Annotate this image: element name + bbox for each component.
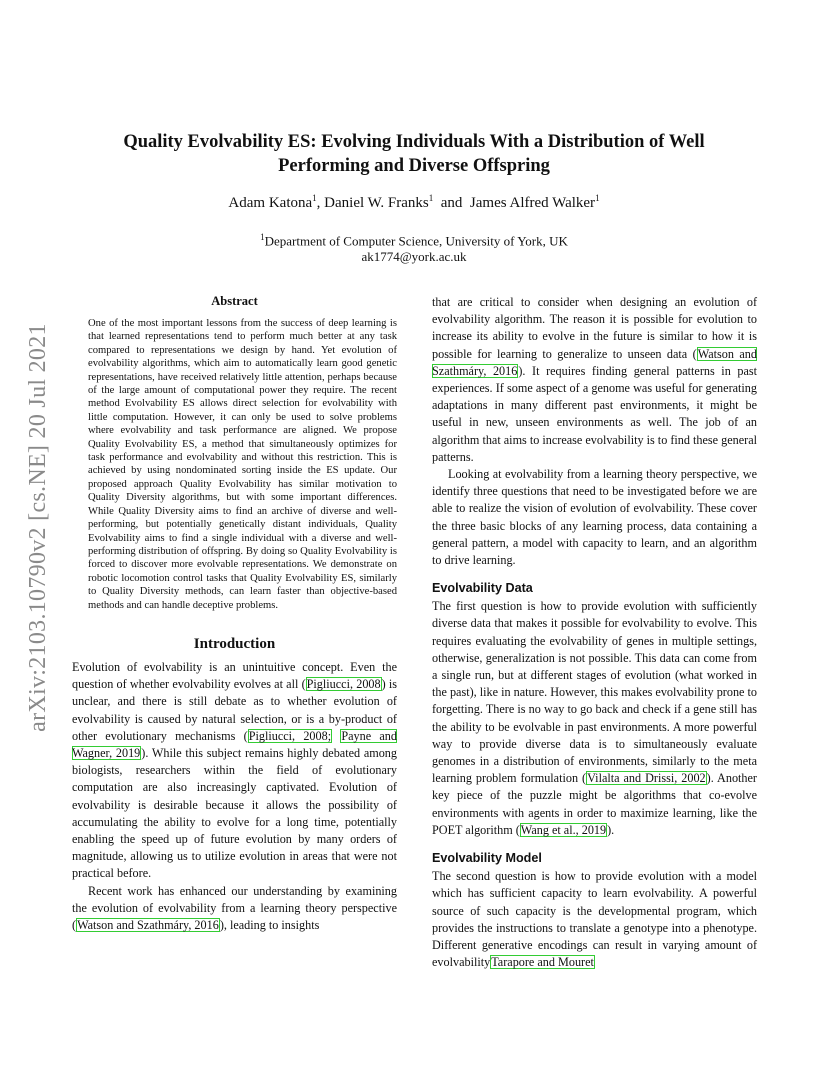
evolvability-model-paragraph: The second question is how to provide evolution with a model which has sufficient capacity to learn evolvability. A powerful source of such capacity is the developmental program, which provides the instructions to translate a genotype into a phenotype. Different generative encodings can result in varying amount of evolvabilityTarapore and Mouret bbox=[432, 869, 757, 970]
intro-paragraph-1: Evolution of evolvability is an unintuitive concept. Even the question of whether evolvability evolves at all (Pigliucci, 2008) is unclear, and there is still debate as to whether evolution of evolvability is caused by natural selection, or is a by-product of other evolutionary mechanisms (Pigliucci, 2008; Payne and Wagner, 2019). While this subject remains highly debated among biologists, researchers within the field of evolutionary computation are also increasingly captivated. Evolution of evolvability is desirable because it allows the possibility of accumulating the ability to evolve for a long time, potentially enabling the speed up of future evolution by many orders of magnitude, allowing us to utilize evolution in areas that were not practical before. bbox=[72, 659, 398, 881]
author-email: ak1774@york.ac.uk bbox=[361, 249, 467, 265]
citation-link[interactable]: Pigliucci, 2008 bbox=[306, 677, 381, 692]
author-name: James Alfred Walker bbox=[469, 195, 596, 211]
author-affiliation-mark: 1 bbox=[595, 193, 600, 203]
abstract-heading: Abstract bbox=[211, 294, 258, 308]
author-affiliation-mark: 1 bbox=[312, 193, 317, 203]
citation-link[interactable]: Tarapore and Mouret bbox=[491, 955, 594, 970]
evolvability-data-paragraph: The first question is how to provide evolution with sufficiently diverse data that makes it possible for evolvability to evolve. This requires evaluating the evolvability of genes in multiple settings, otherwise, generalization is not possible. This data can come from a single run, but at different stages of evolution (what worked in the past), like in nature. However, this makes evolvability prone to forgetting. There is no way to go back and check if a gene still has the ability to be evolvable in past environments. A more powerful way to provide diverse data is to simultaneously evaluate genomes in a distribution of environments, similarly to the meta learning problem formulation (Vilalta and Drissi, 2002). Another key piece of the puzzle might be algorithms that co-evolve environments with agents in order to maximize learning, like the POET algorithm (Wang et al., 2019). bbox=[432, 599, 757, 837]
citation-link[interactable]: Pigliucci, 2008; bbox=[248, 728, 332, 743]
evolvability-data-heading: Evolvability Data bbox=[432, 581, 533, 596]
author-separator: , bbox=[316, 195, 325, 211]
citation-link[interactable]: Vilalta and Drissi, 2002 bbox=[587, 771, 706, 786]
evolvability-model-heading: Evolvability Model bbox=[432, 851, 542, 866]
paper-title: Quality Evolvability ES: Evolving Individuals With a Distribution of Well Performing and Diverse Offspring bbox=[123, 132, 705, 176]
introduction-heading: Introduction bbox=[193, 635, 276, 652]
citation-link[interactable]: Wang et al., 2019 bbox=[520, 822, 607, 837]
author-separator: and bbox=[433, 195, 470, 211]
continued-paragraph: that are critical to consider when designing an evolution of evolvability algorithm. The reason it is possible for evolution to increase its ability to evolve in the future is similar to how it is possible for learning to generalize to unseen data (Watson and Szathmáry, 2016). It requires finding general patterns in past experiences. If some aspect of a genome was useful for generating adaptations in many different past environments, it might be useful in new, unseen environments as well. The job of an algorithm that aims to increase evolvability is to find these general patterns. bbox=[432, 295, 758, 464]
citation-link[interactable]: Payne and Wagner, 2019 bbox=[72, 728, 397, 760]
learning-theory-paragraph: Looking at evolvability from a learning theory perspective, we identify three questions that need to be investigated before we are able to realize the vision of evolution of evolvability. These cover the three basic blocks of any learning process, data containing a general pattern, a model with capacity to learn, and an algorithm to drive learning. bbox=[432, 467, 757, 568]
author-affiliation-mark: 1 bbox=[428, 193, 434, 203]
intro-paragraph-2: Recent work has enhanced our understanding by examining the evolution of evolvability from a learning theory perspective (Watson and Szathmáry, 2016), leading to insights bbox=[72, 883, 397, 932]
author-list bbox=[80, 193, 748, 212]
affiliation-mark: 1 bbox=[260, 232, 265, 242]
citation-link[interactable]: Watson and Szathmáry, 2016 bbox=[77, 917, 219, 932]
affiliation-text: Department of Computer Science, University of York, UK bbox=[264, 233, 568, 249]
abstract-text: One of the most important lessons from the success of deep learning is that learned representations tend to perform much better at any task compared to representations we design by hand. Yet evolution of evolvability algorithms, which aim to automatically learn good genetic representations, have received relatively little attention, perhaps because of the large amount of computational power they require. The recent method Evolvability ES allows direct selection for evolvability with little computation. However, it can only be used to solve problems where evolvability and task performance are aligned. We propose Quality Evolvability ES, a method that simultaneously optimizes for task performance and evolvability and without this restriction. This is achieved by using nondominated sorting inside the ES update. Our proposed approach Quality Evolvability has similar motivation to Quality Diversity algorithms, but with some important differences. While Quality Diversity aims to find an archive of diverse and well-performing, but potentially genetically distant individuals, Quality Evolvability aims to find a single individual with a diverse and well-performing distribution of offspring. By doing so Quality Evolvability is forced to discover more evolvable representations. We demonstrate on robotic locomotion control tasks that Quality Evolvability ES, similarly to Quality Diversity methods, can learn faster than objective-based methods and can handle deceptive problems. bbox=[88, 318, 397, 611]
author-name: Adam Katona bbox=[228, 195, 313, 211]
left-column bbox=[72, 294, 397, 934]
arxiv-identifier bbox=[22, 296, 54, 758]
right-column bbox=[432, 294, 757, 971]
arxiv-identifier-text: arXiv:2103.10790v2 [cs.NE] 20 Jul 2021 bbox=[24, 322, 51, 732]
affiliation-block bbox=[80, 229, 748, 265]
citation-link[interactable]: Watson and Szathmáry, 2016 bbox=[432, 346, 757, 378]
author-name: Daniel W. Franks bbox=[324, 195, 429, 211]
